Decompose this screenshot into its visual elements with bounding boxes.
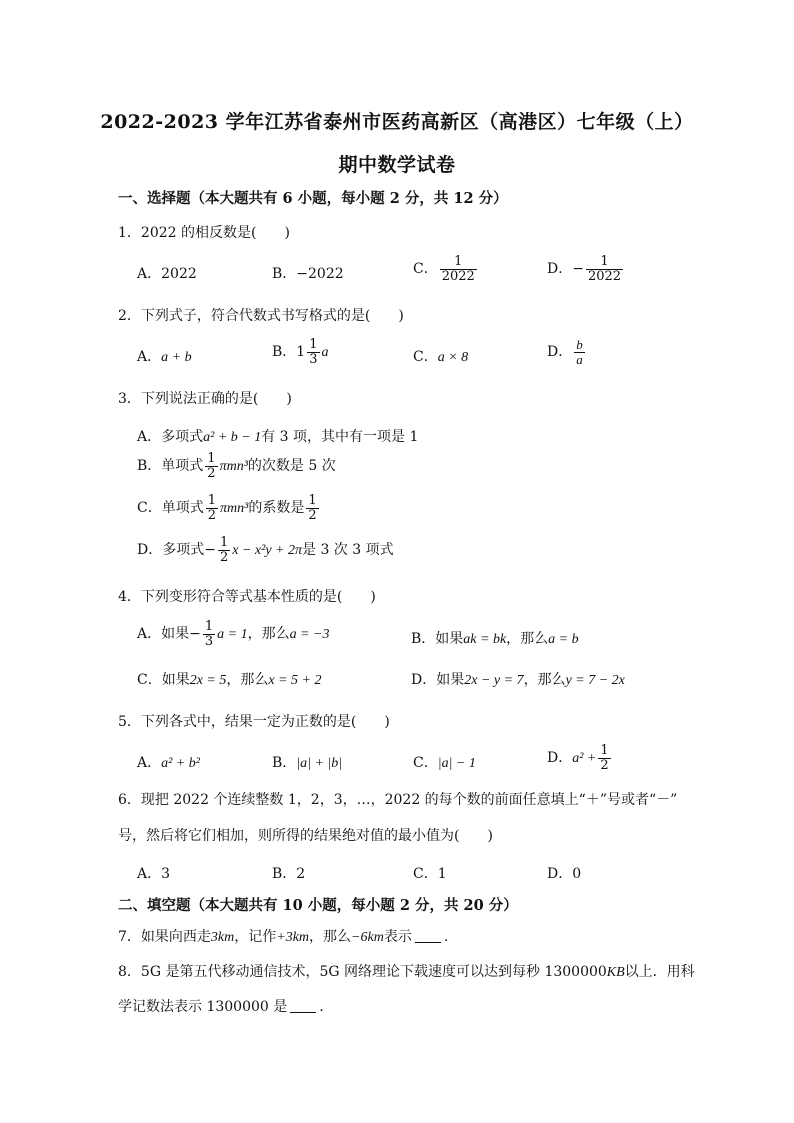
fraction: $\frac{1}{2}$: [308, 493, 317, 523]
question-6-stem-line2: 号，然后将它们相加，则所得的结果绝对值的最小值为( ): [118, 828, 493, 844]
exam-title-line1: 2022-2023 学年江苏省泰州市医药高新区（高港区）七年级（上）: [100, 111, 694, 133]
question-3-option-d: [137, 536, 394, 564]
expression: |a| + |b|: [296, 756, 343, 771]
option-text: A．如果: [137, 626, 190, 643]
option-label: A．: [137, 349, 162, 365]
option-label: C．: [413, 349, 438, 365]
option-value: a + b: [161, 350, 192, 365]
expression: a² +: [572, 751, 597, 767]
expression: 2x − y = 7: [464, 673, 524, 688]
question-5-option-a: [137, 752, 200, 772]
fraction: $\frac{1}{2}$: [207, 493, 216, 523]
question-6-option-c: C．1: [413, 866, 447, 882]
question-1-option-a: [137, 263, 197, 283]
fraction: $\frac{1}{2022}$: [441, 254, 475, 284]
fraction: $\frac{1}{3}$: [309, 337, 318, 367]
fraction: $\frac{1}{2}$: [600, 743, 609, 773]
question-4-option-c: [137, 669, 322, 689]
punctuation: .: [319, 999, 324, 1015]
expression: +3km: [276, 930, 310, 945]
question-2-stem: 2．下列式子，符合代数式书写格式的是( ): [118, 308, 404, 324]
option-text: C．如果: [137, 672, 190, 688]
variable: a: [321, 345, 329, 361]
option-text: B．单项式: [137, 458, 204, 475]
mixed-whole: 1: [296, 344, 306, 361]
expression: y = 7 − 2x: [565, 673, 625, 688]
option-label: B．: [272, 344, 297, 361]
option-label: D．: [547, 750, 573, 767]
expression: |a| − 1: [437, 756, 476, 771]
question-text: 以上．用科: [624, 964, 695, 980]
question-3-option-b: [137, 452, 336, 480]
question-text: 8．5G 是第五代移动通信技术，5G 网络理论下载速度可以达到每秒 1300000: [118, 964, 607, 980]
option-label: A．: [137, 266, 162, 282]
expression: 3km: [210, 930, 235, 945]
question-4-option-d: [411, 669, 625, 689]
option-label: C．: [413, 755, 438, 771]
question-8-line2: [118, 996, 324, 1016]
question-1-option-b: [272, 263, 344, 283]
option-value: 2022: [161, 266, 197, 282]
question-2-option-a: [137, 346, 192, 366]
option-text: 的次数是 5 次: [247, 458, 336, 475]
answer-blank[interactable]: [290, 1012, 316, 1013]
question-2-option-b: [272, 338, 329, 366]
expression: 2x = 5: [189, 673, 227, 688]
fraction: $\frac{1}{2022}$: [587, 254, 622, 284]
question-4-option-b: [411, 628, 579, 648]
question-4-stem: 4．下列变形符合等式基本性质的是( ): [118, 589, 376, 605]
option-text: ，那么: [523, 672, 566, 688]
option-label: D．: [547, 344, 573, 361]
question-text: 7．如果向西走: [118, 929, 211, 945]
option-text: A．多项式: [137, 429, 204, 445]
section-1-heading: 一、选择题（本大题共有 6 小题，每小题 2 分，共 12 分）: [118, 190, 508, 207]
option-label: B．: [272, 755, 297, 771]
minus-sign: −: [572, 261, 584, 278]
expression: a = b: [548, 632, 579, 647]
option-text: ，那么: [226, 672, 269, 688]
expression: a² + b − 1: [203, 430, 262, 445]
question-7: [118, 926, 448, 946]
answer-blank[interactable]: [415, 942, 441, 943]
question-6-option-d: D．0: [547, 866, 582, 882]
option-text: ，那么: [247, 626, 290, 643]
question-5-option-d: [547, 744, 613, 772]
option-label: D．: [547, 261, 573, 278]
minus-sign: −: [204, 542, 216, 559]
minus-sign: −: [189, 626, 201, 643]
option-text: 是 3 次 3 项式: [302, 542, 394, 559]
fraction: $\frac{1}{3}$: [204, 619, 214, 649]
fraction: $\frac{1}{2}$: [219, 535, 229, 565]
question-2-option-d: [547, 338, 587, 366]
question-8-line1: [118, 961, 695, 981]
option-text: ，那么: [506, 631, 549, 647]
fraction: $\frac{1}{2}$: [207, 451, 216, 481]
option-text: 有 3 项，其中有一项是 1: [261, 429, 419, 445]
question-1-option-d: [547, 255, 625, 283]
expression: ak = bk: [463, 632, 507, 647]
expression: x − x²y + 2π: [232, 543, 302, 559]
expression: −6km: [351, 930, 384, 945]
question-3-option-a: [137, 426, 418, 446]
option-label: C．: [413, 261, 438, 278]
expression: a = −3: [289, 627, 330, 643]
option-text: D．多项式: [137, 542, 205, 559]
question-3-stem: 3．下列说法正确的是( ): [118, 391, 292, 407]
option-text: 的系数是: [248, 500, 305, 517]
option-text: B．如果: [411, 631, 464, 647]
question-text: 学记数法表示 1300000 是: [118, 999, 288, 1015]
option-text: D．如果: [411, 672, 465, 688]
unit: KB: [606, 965, 625, 980]
punctuation: .: [443, 929, 449, 945]
expression: a² + b²: [161, 756, 200, 771]
question-2-option-c: [413, 346, 468, 366]
option-value: −2022: [296, 266, 344, 282]
question-text: 表示: [383, 929, 412, 945]
question-5-stem: 5．下列各式中，结果一定为正数的是( ): [118, 714, 390, 730]
option-value: a × 8: [437, 350, 469, 365]
expression: x = 5 + 2: [268, 673, 322, 688]
option-text: C．单项式: [137, 500, 204, 517]
expression: πmn³: [219, 459, 248, 475]
expression: πmn³: [220, 501, 249, 517]
question-5-option-b: [272, 752, 342, 772]
question-text: ，那么: [309, 929, 352, 945]
exam-title-line2: 期中数学试卷: [338, 154, 456, 176]
question-3-option-c: [137, 494, 321, 522]
question-5-option-c: [413, 752, 476, 772]
expression: a = 1: [217, 627, 248, 643]
question-6-option-b: B．2: [272, 866, 306, 882]
question-6-stem-line1: 6．现把 2022 个连续整数 1，2，3，…，2022 的每个数的前面任意填上“＋”号或者“－”: [118, 792, 678, 808]
question-text: ，记作: [234, 929, 277, 945]
fraction: $\frac{b}{a}$: [576, 337, 583, 367]
question-6-option-a: A．3: [137, 866, 171, 882]
section-2-heading: 二、填空题（本大题共有 10 小题，每小题 2 分，共 20 分）: [118, 897, 518, 914]
question-1-option-c: [413, 255, 479, 283]
question-1-stem: 1．2022 的相反数是( ): [118, 225, 290, 241]
option-label: A．: [137, 755, 162, 771]
question-4-option-a: [137, 620, 330, 648]
option-label: B．: [272, 266, 297, 282]
